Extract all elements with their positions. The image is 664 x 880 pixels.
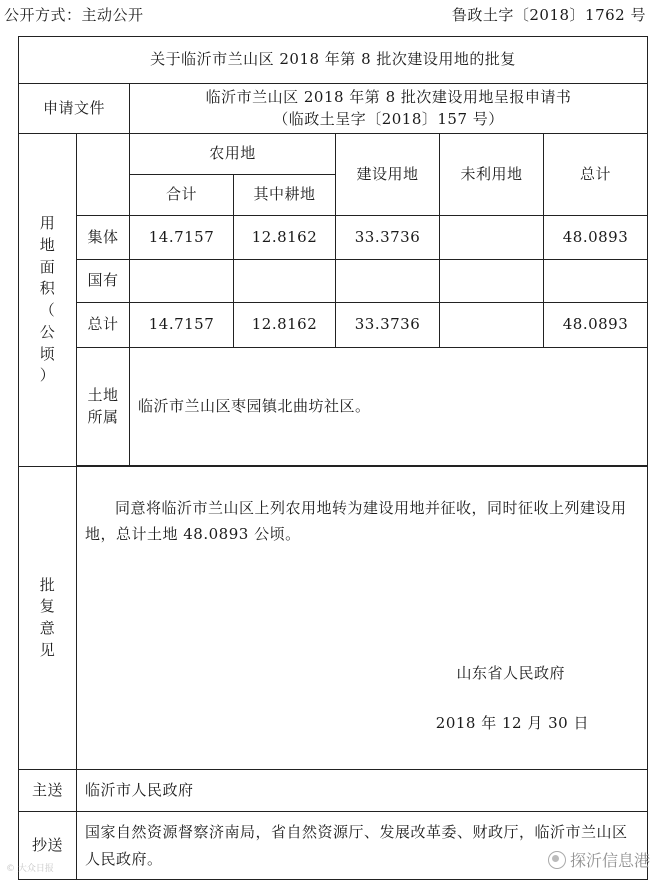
- issuer: 山东省人民政府: [456, 664, 565, 682]
- opinion-label: [19, 467, 77, 770]
- area-label-char: ）: [39, 366, 56, 385]
- table-row: [19, 303, 648, 348]
- cell-subtotal: [130, 260, 234, 303]
- watermark-right: [548, 848, 650, 871]
- col-total: 总计: [544, 134, 648, 216]
- table-row: [19, 216, 648, 260]
- form-title: 关于临沂市兰山区 2018 年第 8 批次建设用地的批复: [19, 37, 648, 84]
- cell-cultivated: 12.8162: [234, 216, 336, 260]
- approval-date: 2018 年 12 月 30 日: [435, 714, 589, 732]
- document-number: 鲁政土字〔2018〕1762 号: [451, 6, 646, 24]
- wechat-icon: [548, 851, 566, 869]
- area-label: [19, 134, 77, 467]
- area-label-char: 地: [39, 235, 56, 254]
- area-label-char: 用: [39, 214, 56, 232]
- col-unused: 未利用地: [440, 134, 544, 216]
- cell-subtotal: 14.7157: [130, 303, 234, 348]
- disclosure-mode: 公开方式：主动公开: [4, 6, 144, 24]
- col-subtotal: 合计: [130, 175, 234, 216]
- approval-form: [18, 36, 648, 880]
- ownership-label-line-1: 土地: [87, 385, 119, 404]
- opinion-body: [77, 467, 648, 770]
- opinion-label-char: 复: [39, 597, 56, 616]
- ownership-value: 临沂市兰山区枣园镇北曲坊社区。: [130, 348, 648, 466]
- table-row: [19, 260, 648, 303]
- cell-total: [544, 260, 648, 303]
- main-recipient-value: 临沂市人民政府: [77, 770, 648, 812]
- main-recipient-label: 主送: [19, 770, 77, 812]
- opinion-label-char: 见: [39, 640, 56, 659]
- ownership-label: [77, 348, 130, 466]
- cell-cultivated: [234, 260, 336, 303]
- document-header: [0, 0, 664, 30]
- cell-subtotal: 14.7157: [130, 216, 234, 260]
- row-label: 总计: [77, 303, 130, 348]
- cell-construction: 33.3736: [336, 216, 440, 260]
- area-label-char: 积: [39, 279, 56, 298]
- cell-unused: [440, 303, 544, 348]
- col-cultivated: 其中耕地: [234, 175, 336, 216]
- cell-cultivated: 12.8162: [234, 303, 336, 348]
- cc-label: 抄送: [19, 812, 77, 880]
- row-header-blank: [77, 134, 130, 216]
- col-agricultural: 农用地: [130, 134, 336, 175]
- application-line-2: （临政土呈字〔2018〕157 号）: [273, 109, 504, 128]
- opinion-label-char: 批: [39, 575, 56, 594]
- cell-construction: [336, 260, 440, 303]
- opinion-label-char: 意: [39, 619, 56, 637]
- area-label-char: 公: [39, 322, 56, 341]
- application-document: [130, 84, 648, 134]
- row-label: 国有: [77, 260, 130, 303]
- area-label-char: 顷: [39, 344, 56, 363]
- cell-construction: 33.3736: [336, 303, 440, 348]
- opinion-text: 同意将临沂市兰山区上列农用地转为建设用地并征收，同时征收上列建设用地，总计土地 48.0893 公顷。: [85, 499, 627, 544]
- cell-total: 48.0893: [544, 303, 648, 348]
- cell-unused: [440, 216, 544, 260]
- watermark-right-text: 探沂信息港: [569, 851, 650, 870]
- cell-total: 48.0893: [544, 216, 648, 260]
- area-label-char: （: [39, 301, 56, 319]
- row-label: 集体: [77, 216, 130, 260]
- col-construction: 建设用地: [336, 134, 440, 216]
- watermark-left: © 大众日报: [6, 864, 54, 874]
- cell-unused: [440, 260, 544, 303]
- area-label-char: 面: [39, 257, 56, 276]
- ownership-label-line-2: 所属: [87, 407, 119, 426]
- application-label: 申请文件: [19, 84, 130, 134]
- cc-value: 国家自然资源督察济南局，省自然资源厅、发展改革委、财政厅，临沂市兰山区人民政府。: [77, 812, 648, 880]
- application-line-1: 临沂市兰山区 2018 年第 8 批次建设用地呈报申请书: [205, 87, 572, 106]
